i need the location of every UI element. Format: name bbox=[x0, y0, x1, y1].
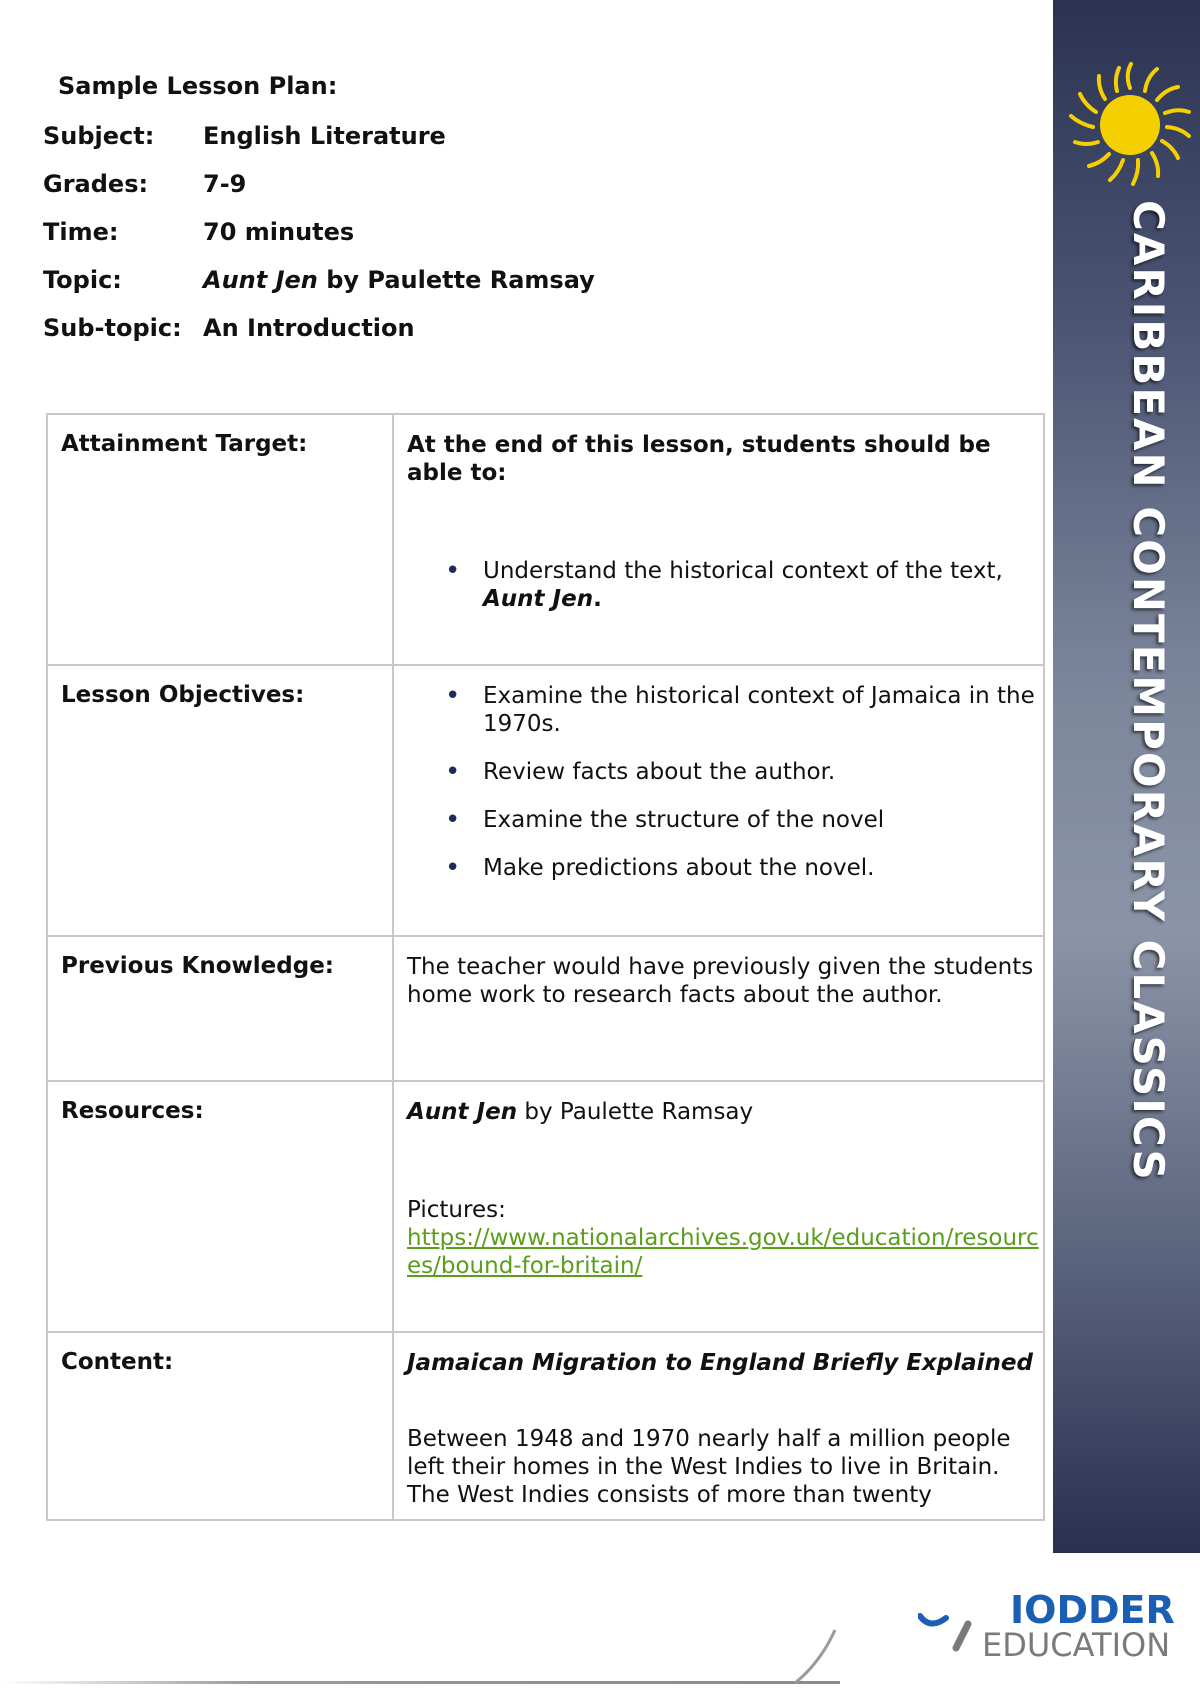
subtopic-value: An Introduction bbox=[203, 314, 415, 342]
list-item: • Examine the historical context of Jamaica in the 1970s. bbox=[407, 682, 1043, 738]
time-label: Time: bbox=[43, 218, 119, 246]
subject-label: Subject: bbox=[43, 122, 155, 150]
content-label: Content: bbox=[47, 1332, 393, 1520]
table-row bbox=[47, 936, 1044, 1081]
resources-book-author: by Paulette Ramsay bbox=[517, 1099, 754, 1125]
time-value: 70 minutes bbox=[203, 218, 355, 246]
grades-label: Grades: bbox=[43, 170, 149, 198]
content-value bbox=[393, 1332, 1044, 1520]
lesson-plan-table bbox=[46, 413, 1045, 1521]
page-title: Sample Lesson Plan: bbox=[58, 72, 338, 100]
publisher-logo bbox=[918, 1588, 1175, 1664]
topic-book-title: Aunt Jen bbox=[203, 266, 318, 294]
resources-book-title: Aunt Jen bbox=[407, 1099, 518, 1125]
previous-knowledge-label: Previous Knowledge: bbox=[47, 936, 393, 1081]
list-item: • Make predictions about the novel. bbox=[407, 854, 1043, 882]
subject-row bbox=[43, 122, 595, 170]
attainment-bullet-end: . bbox=[593, 586, 602, 612]
resources-link[interactable]: https://www.nationalarchives.gov.uk/education/resources/bound-for-britain/ bbox=[407, 1225, 1039, 1279]
publisher-mark-icon bbox=[918, 1596, 978, 1656]
logo-hodder-text: IODDER bbox=[1010, 1588, 1175, 1632]
sun-icon bbox=[1065, 60, 1195, 190]
subject-value: English Literature bbox=[203, 122, 446, 150]
time-row bbox=[43, 218, 595, 266]
series-title: CARIBBEAN CONTEMPORARY CLASSICS bbox=[1124, 200, 1173, 1182]
content-heading: Jamaican Migration to England Briefly Explained bbox=[407, 1350, 1033, 1376]
subtopic-row bbox=[43, 314, 595, 362]
list-item: • Review facts about the author. bbox=[407, 758, 1043, 786]
attainment-bullet-text: Understand the historical context of the text, bbox=[483, 558, 1003, 584]
list-item bbox=[407, 557, 1043, 613]
resources-label: Resources: bbox=[47, 1081, 393, 1332]
logo-education-text: EDUCATION bbox=[982, 1626, 1171, 1664]
grades-row bbox=[43, 170, 595, 218]
attainment-bullet-book: Aunt Jen bbox=[483, 586, 594, 612]
topic-author: by Paulette Ramsay bbox=[317, 266, 595, 294]
attainment-value bbox=[393, 414, 1044, 665]
footer-divider bbox=[0, 1681, 840, 1684]
list-item: • Examine the structure of the novel bbox=[407, 806, 1043, 834]
table-row bbox=[47, 414, 1044, 665]
topic-label: Topic: bbox=[43, 266, 122, 294]
topic-row bbox=[43, 266, 595, 314]
attainment-list bbox=[407, 557, 1043, 613]
topic-value bbox=[203, 266, 595, 294]
previous-knowledge-value: The teacher would have previously given the students home work to research facts about the author. bbox=[393, 936, 1044, 1081]
footer-swoosh bbox=[790, 1628, 840, 1688]
attainment-label: Attainment Target: bbox=[47, 414, 393, 665]
content-text: Between 1948 and 1970 nearly half a million people left their homes in the West Indies to live in Britain. The West Indies consists of more than twenty bbox=[407, 1426, 1011, 1508]
table-row bbox=[47, 1081, 1044, 1332]
grades-value: 7-9 bbox=[203, 170, 247, 198]
lesson-header bbox=[43, 72, 595, 362]
objectives-value bbox=[393, 665, 1044, 936]
table-row bbox=[47, 665, 1044, 936]
pictures-label: Pictures: bbox=[407, 1197, 506, 1223]
subtopic-label: Sub-topic: bbox=[43, 314, 182, 342]
resources-book bbox=[407, 1098, 1043, 1126]
resources-value bbox=[393, 1081, 1044, 1332]
objectives-list bbox=[407, 682, 1043, 882]
attainment-intro: At the end of this lesson, students should be able to: bbox=[407, 432, 991, 486]
objectives-label: Lesson Objectives: bbox=[47, 665, 393, 936]
table-row bbox=[47, 1332, 1044, 1520]
